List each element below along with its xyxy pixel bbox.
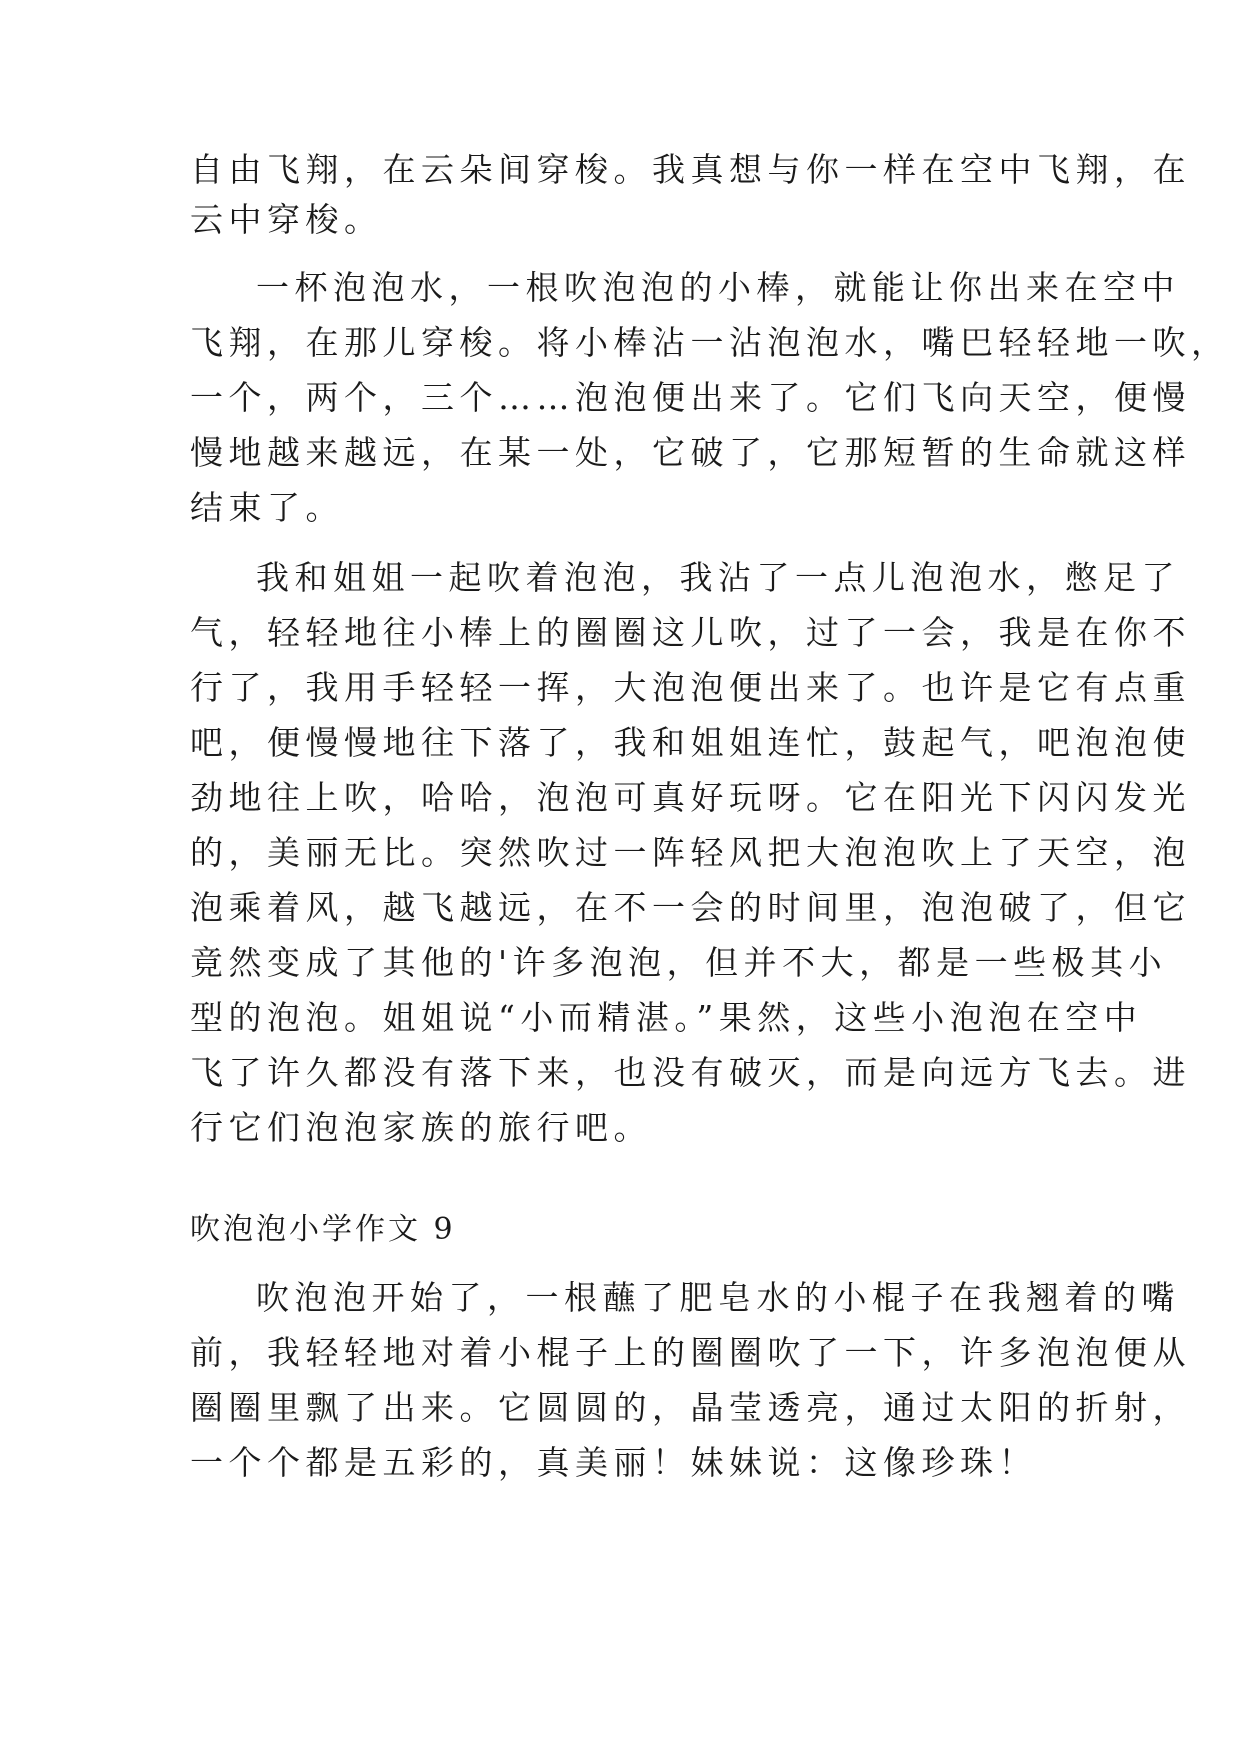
- text-line: 一个，两个，三个……泡泡便出来了。它们飞向天空，便慢: [190, 378, 1191, 417]
- text-line: 结束了。: [190, 488, 344, 527]
- text-line: 竟然变成了其他的'许多泡泡，但并不大，都是一些极其小: [190, 943, 1168, 982]
- paragraph-start-line: 一杯泡泡水，一根吹泡泡的小棒，就能让你出来在空中: [256, 268, 1180, 307]
- text-line: 慢地越来越远，在某一处，它破了，它那短暂的生命就这样: [190, 433, 1191, 472]
- text-line: 气，轻轻地往小棒上的圈圈这儿吹，过了一会，我是在你不: [190, 613, 1191, 652]
- text-line: 泡乘着风，越飞越远，在不一会的时间里，泡泡破了，但它: [190, 888, 1191, 927]
- text-line: 的，美丽无比。突然吹过一阵轻风把大泡泡吹上了天空，泡: [190, 833, 1191, 872]
- text-line: 飞翔，在那儿穿梭。将小棒沾一沾泡泡水，嘴巴轻轻地一吹，: [190, 323, 1230, 362]
- text-line: 型的泡泡。姐姐说“小而精湛。”果然，这些小泡泡在空中: [190, 998, 1143, 1037]
- text-line: 劲地往上吹，哈哈，泡泡可真好玩呀。它在阳光下闪闪发光: [190, 778, 1191, 817]
- text-line: 行了，我用手轻轻一挥，大泡泡便出来了。也许是它有点重: [190, 668, 1191, 707]
- text-line: 自由飞翔，在云朵间穿梭。我真想与你一样在空中飞翔，在: [190, 150, 1191, 189]
- text-line: 吧，便慢慢地往下落了，我和姐姐连忙，鼓起气，吧泡泡使: [190, 723, 1191, 762]
- text-line: 云中穿梭。: [190, 200, 383, 239]
- text-line: 圈圈里飘了出来。它圆圆的，晶莹透亮，通过太阳的折射，: [190, 1388, 1191, 1427]
- text-line: 行它们泡泡家族的旅行吧。: [190, 1108, 652, 1147]
- section-heading: 吹泡泡小学作文 9: [190, 1212, 456, 1247]
- text-line: 飞了许久都没有落下来，也没有破灭，而是向远方飞去。进: [190, 1053, 1191, 1092]
- text-line: 一个个都是五彩的，真美丽！妹妹说：这像珍珠！: [190, 1443, 1037, 1482]
- paragraph-start-line: 吹泡泡开始了，一根蘸了肥皂水的小棍子在我翘着的嘴: [256, 1278, 1180, 1317]
- text-line: 前，我轻轻地对着小棍子上的圈圈吹了一下，许多泡泡便从: [190, 1333, 1191, 1372]
- paragraph-start-line: 我和姐姐一起吹着泡泡，我沾了一点儿泡泡水，憋足了: [256, 558, 1180, 597]
